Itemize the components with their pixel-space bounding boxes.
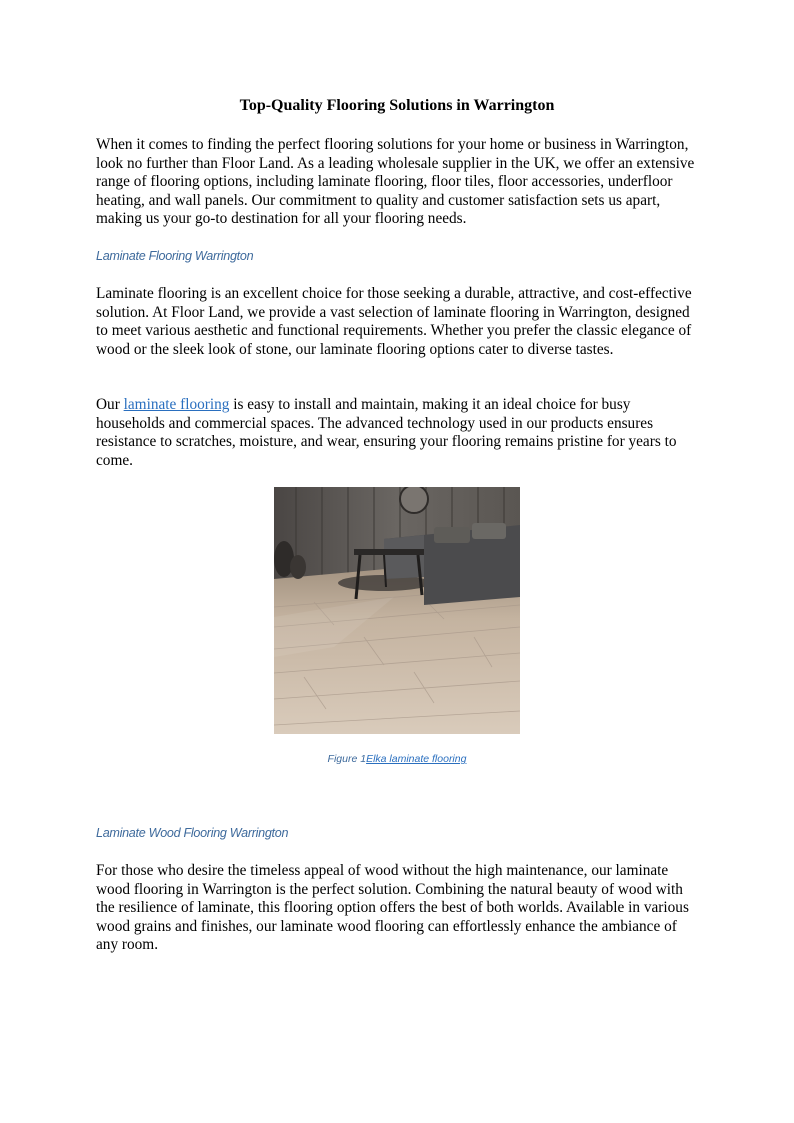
laminate-paragraph-1: Laminate flooring is an excellent choice for those seeking a durable, attractive, and cost-effective solution. At Floor Land, we provide a vast selection of laminate flooring in Warrington, designed to meet various aesthetic and functional requirements. Whether you prefer the classic elegance of wood or the sleek look of stone, our laminate flooring options cater to diverse tastes. (96, 285, 692, 358)
laminate-room-photo (274, 487, 520, 734)
paragraph-text: Our (96, 396, 124, 413)
section-heading-laminate-flooring: Laminate Flooring Warrington (96, 249, 254, 263)
laminate-flooring-link[interactable]: laminate flooring (123, 396, 230, 413)
paragraph-text: is easy to install and maintain, making it an ideal choice for busy households and commercial spaces. The advanced technology used in our products ensures resistance to scratches, moisture, and wear, ensuring your flooring remains pristine for years to come. (96, 396, 677, 469)
intro-paragraph: When it comes to finding the perfect flooring solutions for your home or business in Warrington, look no further than Floor Land. As a leading wholesale supplier in the UK, we offer an extensive range of flooring options, including laminate flooring, floor tiles, floor accessories, underfloor heating, and wall panels. Our commitment to quality and customer satisfaction sets us apart, making us your go-to destination for all your flooring needs. (96, 136, 695, 228)
laminate-paragraph-2 (96, 396, 700, 470)
page-title: Top-Quality Flooring Solutions in Warrington (239, 97, 555, 114)
caption-prefix: Figure 1 (327, 753, 367, 765)
laminate-wood-paragraph: For those who desire the timeless appeal of wood without the high maintenance, our laminate wood flooring in Warrington is the perfect solution. Combining the natural beauty of wood with the resilience of laminate, this flooring option offers the best of both worlds. Available in various wood grains and finishes, our laminate wood flooring can effortlessly enhance the ambiance of any room. (96, 862, 689, 954)
elka-laminate-link[interactable]: Elka laminate flooring (366, 753, 467, 765)
figure-caption (0, 752, 794, 766)
section-heading-laminate-wood: Laminate Wood Flooring Warrington (96, 826, 289, 840)
